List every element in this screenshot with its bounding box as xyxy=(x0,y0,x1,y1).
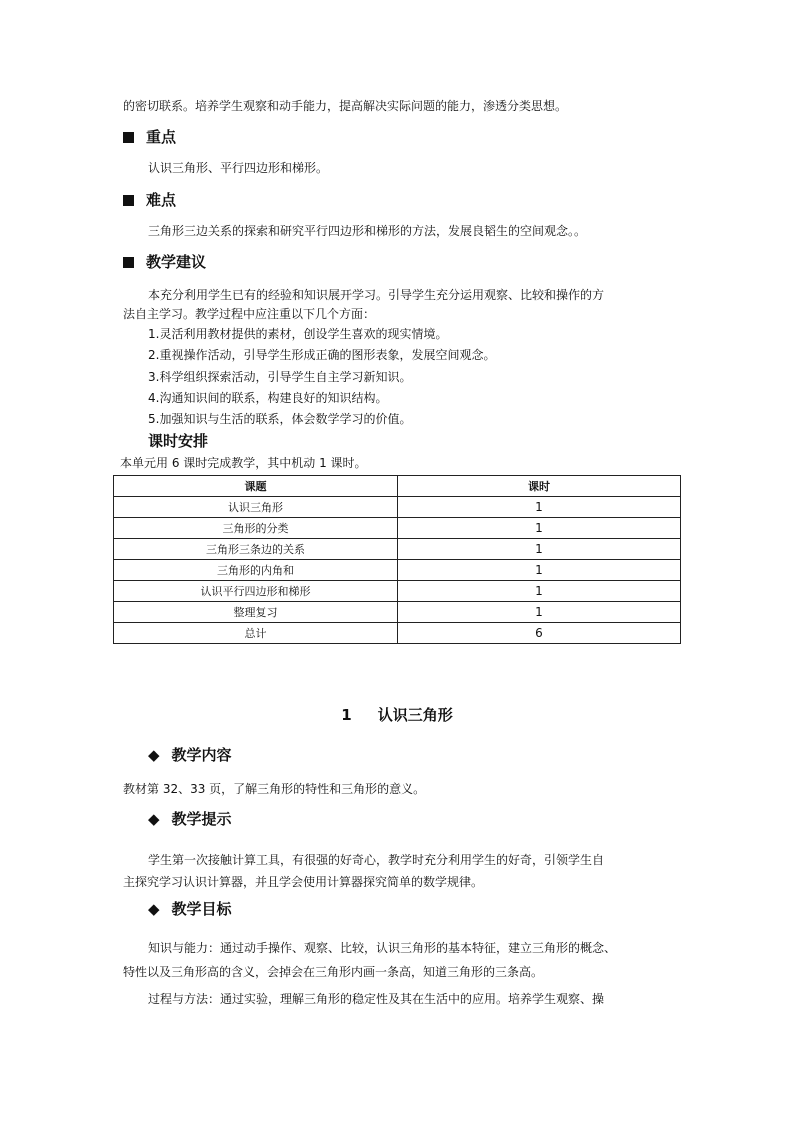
hints-text-line: 学生第一次接触计算工具，有很强的好奇心，教学时充分利用学生的好奇，引领学生自 xyxy=(148,853,605,867)
square-bullet-icon xyxy=(123,257,134,268)
key-points-heading-label: 重点 xyxy=(146,128,177,146)
intro-tail-text: 的密切联系。培养学生观察和动手能力，提高解决实际问题的能力，渗透分类思想。 xyxy=(123,99,568,113)
goals-text-line: 特性以及三角形高的含义，会掉会在三角形内画一条高，知道三角形的三条高。 xyxy=(123,965,544,979)
teaching-suggestions-heading-label: 教学建议 xyxy=(146,253,207,271)
hours-cell: 1 xyxy=(398,497,681,518)
key-points-heading xyxy=(123,127,176,147)
goals-heading xyxy=(148,899,232,919)
topic-cell: 三角形的分类 xyxy=(114,518,398,539)
diamond-bullet-icon: ◆ xyxy=(148,900,160,918)
topic-cell: 认识三角形 xyxy=(114,497,398,518)
hours-cell: 1 xyxy=(398,539,681,560)
hours-cell: 1 xyxy=(398,581,681,602)
table-row xyxy=(114,581,681,602)
diamond-bullet-icon: ◆ xyxy=(148,746,160,764)
topic-cell: 三角形的内角和 xyxy=(114,560,398,581)
goals-text-line: 过程与方法：通过实验，理解三角形的稳定性及其在生活中的应用。培养学生观察、操 xyxy=(148,992,605,1006)
hints-text-line: 主探究学习认识计算器，并且学会使用计算器探究简单的数学规律。 xyxy=(123,875,484,889)
hours-cell: 1 xyxy=(398,518,681,539)
suggestion-item: 3.科学组织探索活动，引导学生自主学习新知识。 xyxy=(148,370,412,384)
lesson-title-text: 认识三角形 xyxy=(377,706,453,724)
hints-heading xyxy=(148,809,232,829)
suggestion-item: 4.沟通知识间的联系，构建良好的知识结构。 xyxy=(148,391,388,405)
hints-heading-label: 教学提示 xyxy=(171,810,232,828)
table-row xyxy=(114,602,681,623)
schedule-intro-text: 本单元用 6 课时完成教学，其中机动 1 课时。 xyxy=(120,456,367,470)
difficulties-heading xyxy=(123,190,176,210)
table-row xyxy=(114,560,681,581)
table-header-row xyxy=(114,476,681,497)
goals-heading-label: 教学目标 xyxy=(171,900,232,918)
hours-cell: 1 xyxy=(398,602,681,623)
content-text: 教材第 32、33 页，了解三角形的特性和三角形的意义。 xyxy=(123,782,426,796)
table-row xyxy=(114,539,681,560)
diamond-bullet-icon: ◆ xyxy=(148,810,160,828)
content-heading-label: 教学内容 xyxy=(171,746,232,764)
suggestions-paragraph-line: 本充分利用学生已有的经验和知识展开学习。引导学生充分运用观察、比较和操作的方 xyxy=(148,288,605,302)
column-header-hours: 课时 xyxy=(398,476,681,497)
suggestion-item: 5.加强知识与生活的联系，体会数学学习的价值。 xyxy=(148,412,412,426)
topic-cell: 认识平行四边形和梯形 xyxy=(114,581,398,602)
topic-cell: 整理复习 xyxy=(114,602,398,623)
difficulties-text: 三角形三边关系的探索和研究平行四边形和梯形的方法，发展良韬生的空间观念。。 xyxy=(148,224,587,238)
content-heading xyxy=(148,745,232,765)
key-points-text: 认识三角形、平行四边形和梯形。 xyxy=(148,161,329,175)
teaching-suggestions-heading xyxy=(123,252,206,272)
hours-cell: 1 xyxy=(398,560,681,581)
goals-text-line: 知识与能力：通过动手操作、观察、比较，认识三角形的基本特征，建立三角形的概念、 xyxy=(148,941,617,955)
suggestions-paragraph-line: 法自主学习。教学过程中应注重以下几个方面： xyxy=(123,307,376,321)
table-row xyxy=(114,623,681,644)
difficulties-heading-label: 难点 xyxy=(146,191,177,209)
topic-cell: 三角形三条边的关系 xyxy=(114,539,398,560)
lesson-title xyxy=(0,704,794,725)
topic-cell: 总计 xyxy=(114,623,398,644)
column-header-topic: 课题 xyxy=(114,476,398,497)
schedule-heading: 课时安排 xyxy=(148,432,209,450)
lesson-number: 1 xyxy=(341,706,352,724)
square-bullet-icon xyxy=(123,132,134,143)
suggestion-item: 2.重视操作活动，引导学生形成正确的图形表象，发展空间观念。 xyxy=(148,348,496,362)
suggestion-item: 1.灵活利用教材提供的素材，创设学生喜欢的现实情境。 xyxy=(148,327,448,341)
table-row xyxy=(114,497,681,518)
square-bullet-icon xyxy=(123,195,134,206)
hours-cell: 6 xyxy=(398,623,681,644)
schedule-table xyxy=(113,475,681,644)
table-row xyxy=(114,518,681,539)
